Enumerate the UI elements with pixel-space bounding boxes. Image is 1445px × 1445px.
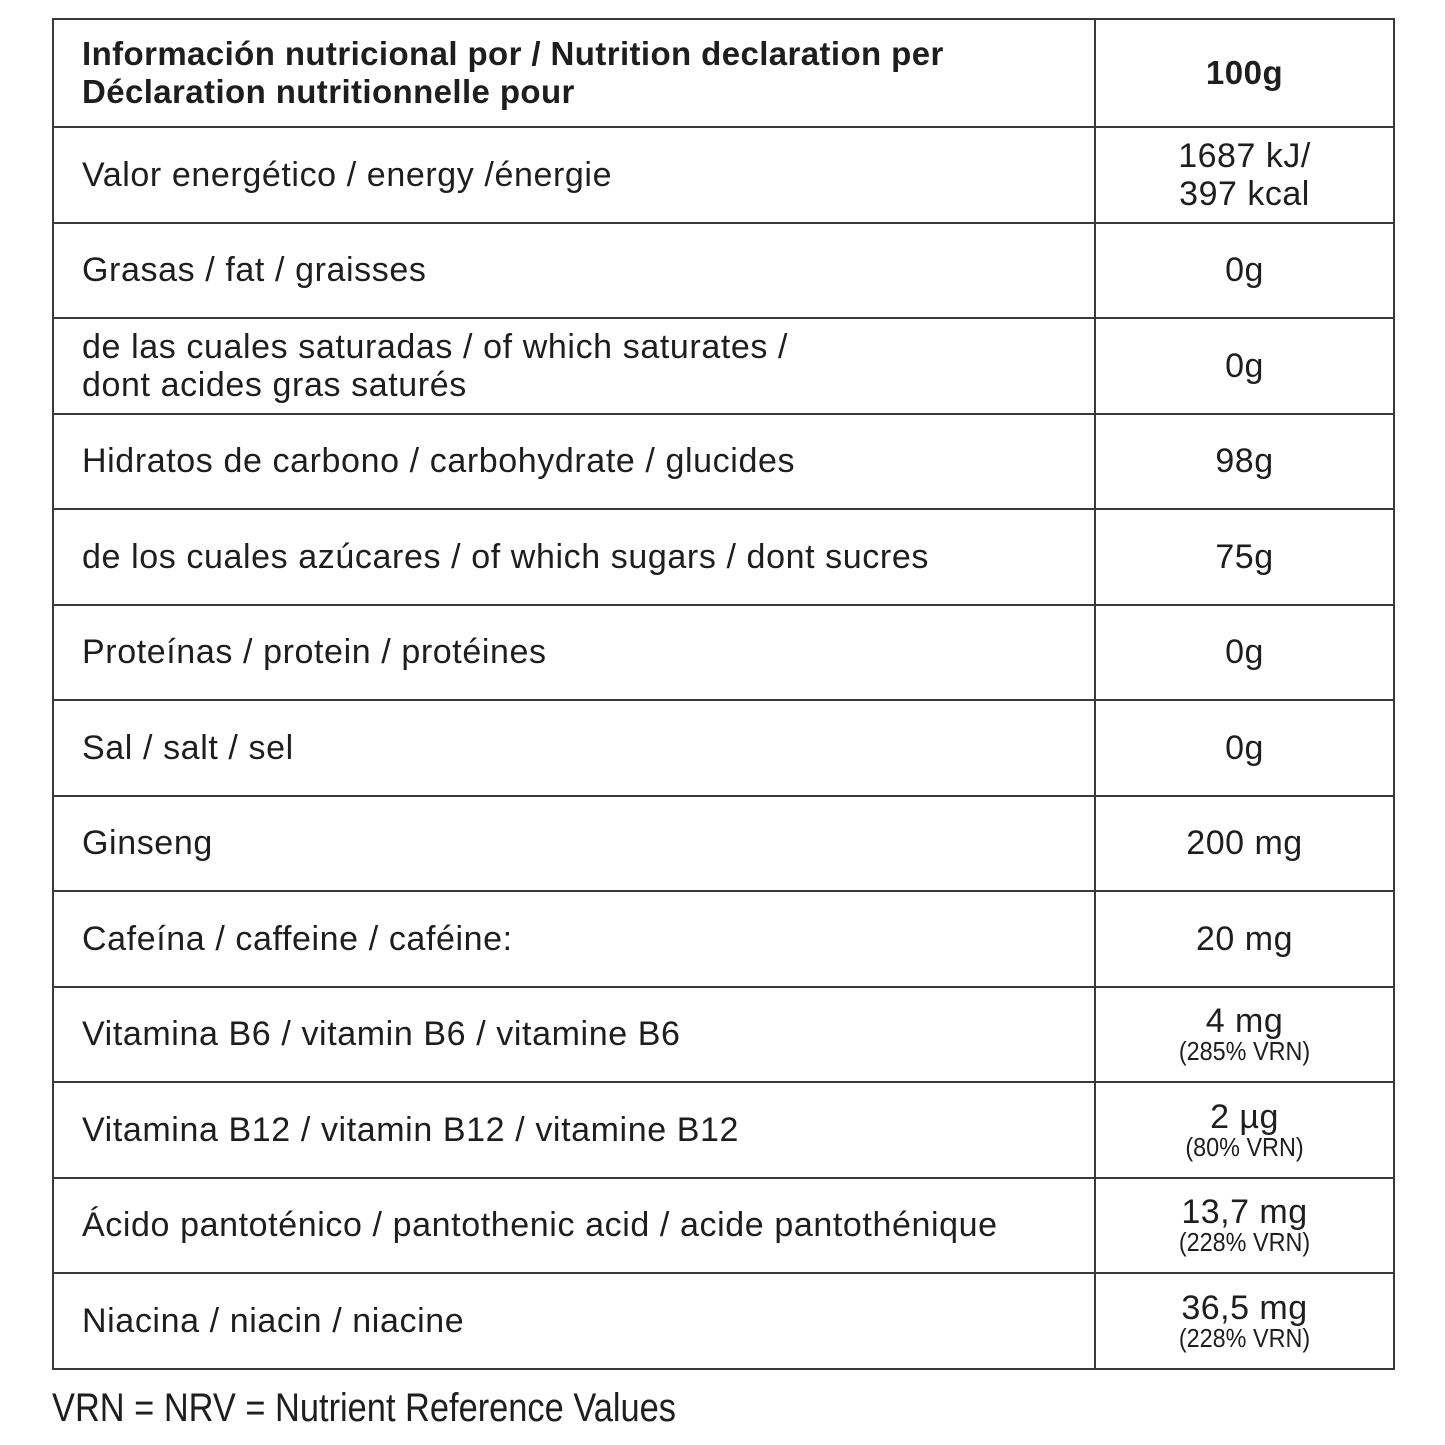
nutrient-value: 1687 kJ/ [1178, 136, 1311, 175]
nutrient-value-cell [1095, 891, 1394, 987]
vrn-percentage: (228% VRN) [1178, 1322, 1311, 1353]
nutrient-value: 13,7 mg [1181, 1193, 1308, 1232]
header-value: 100g [1205, 54, 1284, 91]
nutrient-label-cell [53, 414, 1095, 510]
nutrient-value: 20 mg [1196, 919, 1293, 958]
nutrient-value: 75g [1215, 537, 1274, 576]
table-row [53, 605, 1394, 701]
nutrient-value: 0g [1225, 251, 1264, 290]
nutrient-value-cell [1095, 127, 1394, 223]
table-row [53, 1178, 1394, 1274]
nutrient-label-cell [53, 1273, 1095, 1369]
nutrient-value: 0g [1225, 633, 1264, 672]
nutrient-value: 2 µg [1210, 1097, 1279, 1136]
vrn-percentage: (285% VRN) [1178, 1036, 1311, 1067]
nutrient-label: Proteínas / protein / protéines [82, 633, 547, 672]
table-row [53, 223, 1394, 319]
nutrient-label: de los cuales azúcares / of which sugars / dont sucres [82, 537, 929, 576]
nutrient-value-cell [1095, 509, 1394, 605]
table-row [53, 509, 1394, 605]
nutrient-value: 397 kcal [1179, 174, 1310, 213]
nutrient-value-cell [1095, 223, 1394, 319]
nutrient-label: dont acides gras saturés [82, 365, 467, 404]
header-label-line: Déclaration nutritionnelle pour [82, 73, 575, 110]
nutrient-label-cell [53, 1082, 1095, 1178]
table-row [53, 796, 1394, 892]
nutrient-label: Vitamina B12 / vitamin B12 / vitamine B12 [82, 1110, 740, 1149]
nutrient-value-cell [1095, 1273, 1394, 1369]
table-row [53, 1082, 1394, 1178]
nutrient-value: 0g [1225, 728, 1264, 767]
table-row [53, 891, 1394, 987]
nutrient-label-cell [53, 127, 1095, 223]
nutrient-label-cell [53, 223, 1095, 319]
nutrient-label-cell [53, 605, 1095, 701]
nutrient-value-cell [1095, 605, 1394, 701]
nutrient-label-cell [53, 1178, 1095, 1274]
nutrition-table [52, 18, 1395, 1370]
nutrient-value-cell [1095, 318, 1394, 414]
nutrition-table-body [53, 19, 1394, 1369]
nutrient-label: Sal / salt / sel [82, 728, 294, 767]
nutrient-label: Valor energético / energy /énergie [82, 155, 613, 194]
nutrient-label: Hidratos de carbono / carbohydrate / glucides [82, 442, 796, 481]
nutrient-value-cell [1095, 1178, 1394, 1274]
vrn-percentage: (228% VRN) [1178, 1227, 1311, 1258]
nutrient-value: 36,5 mg [1181, 1288, 1308, 1327]
nutrient-value: 200 mg [1186, 824, 1303, 863]
vrn-percentage: (80% VRN) [1185, 1131, 1304, 1162]
table-row [53, 1273, 1394, 1369]
nutrient-value: 98g [1215, 442, 1274, 481]
header-value-cell [1095, 19, 1394, 127]
nutrient-label-cell [53, 891, 1095, 987]
table-row [53, 700, 1394, 796]
nutrient-value-cell [1095, 1082, 1394, 1178]
nutrient-value-cell [1095, 796, 1394, 892]
nutrient-value-cell [1095, 414, 1394, 510]
nutrient-label-cell [53, 318, 1095, 414]
nutrient-label: Grasas / fat / graisses [82, 251, 427, 290]
table-row [53, 127, 1394, 223]
footnote: VRN = NRV = Nutrient Reference Values [52, 1386, 676, 1430]
nutrient-value: 0g [1225, 346, 1264, 385]
nutrient-value-cell [1095, 700, 1394, 796]
nutrient-label: Cafeína / caffeine / caféine: [82, 919, 513, 958]
nutrient-label-cell [53, 796, 1095, 892]
nutrient-label-cell [53, 700, 1095, 796]
table-row [53, 414, 1394, 510]
table-row [53, 987, 1394, 1083]
nutrient-label: Vitamina B6 / vitamin B6 / vitamine B6 [82, 1015, 681, 1054]
table-row [53, 318, 1394, 414]
nutrient-label-cell [53, 509, 1095, 605]
nutrient-value: 4 mg [1205, 1002, 1284, 1041]
header-label-line: Información nutricional por / Nutrition declaration per [82, 35, 944, 72]
nutrient-label: Niacina / niacin / niacine [82, 1301, 465, 1340]
header-label-cell [53, 19, 1095, 127]
nutrient-label-cell [53, 987, 1095, 1083]
table-header-row [53, 19, 1394, 127]
nutrient-label: de las cuales saturadas / of which saturates / [82, 327, 789, 366]
nutrient-value-cell [1095, 987, 1394, 1083]
nutrient-label: Ácido pantoténico / pantothenic acid / acide pantothénique [82, 1206, 998, 1245]
nutrient-label: Ginseng [82, 824, 213, 863]
